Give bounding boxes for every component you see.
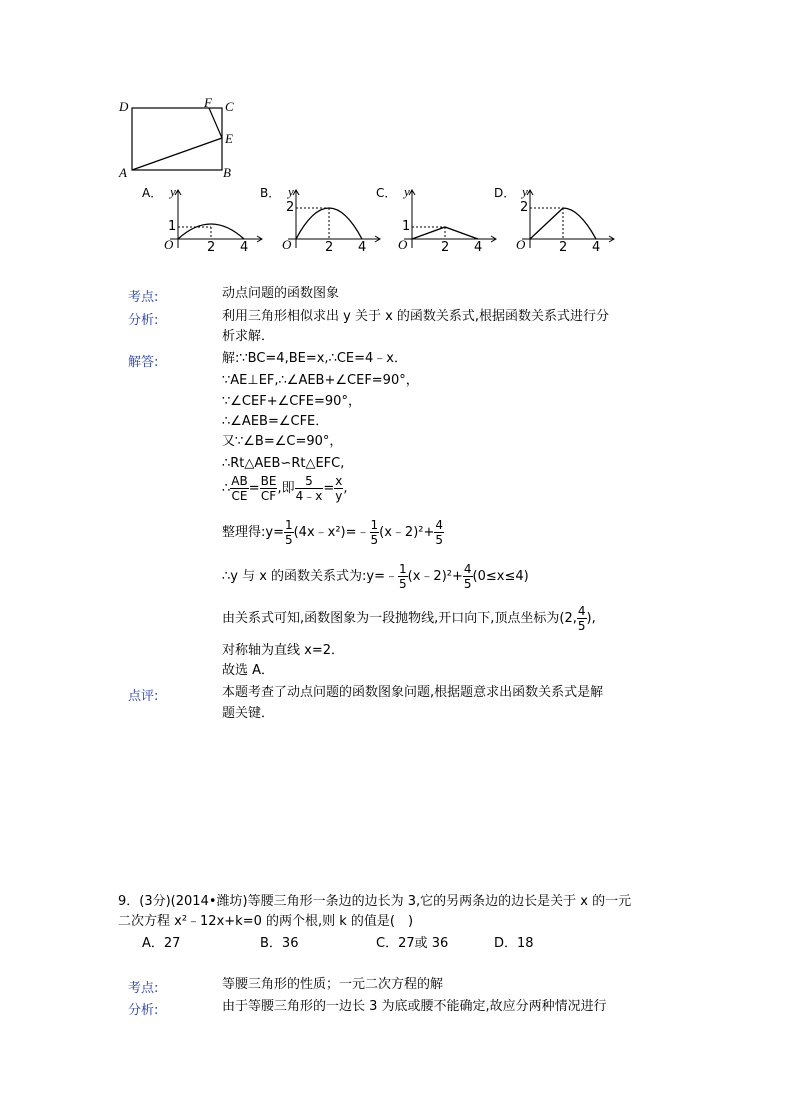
solution-step-2: ∵AE⊥EF,∴∠AEB+∠CEF=90°， [222, 373, 419, 388]
label-a: A [119, 165, 127, 180]
q9-choice-b: B．36 [260, 936, 299, 951]
q9-stem-line-1: 9．(3分)(2014•潍坊)等腰三角形一条边的边长为 3,它的另两条边的边长是关于 x 的一元 [118, 894, 632, 909]
step8-prefix: 整理得:y= [222, 524, 284, 540]
tick-y: 1 [168, 219, 177, 234]
option-letter: C． [376, 186, 397, 200]
step9-prefix: ∴y 与 x 的函数关系式为:y=﹣ [222, 568, 399, 584]
option-letter: B． [260, 186, 281, 200]
axis-y-label: y [170, 184, 176, 199]
fraction-x-over-y: $\frac{x}{y}$ [335, 474, 343, 503]
origin-label: O [282, 237, 292, 252]
fraction-be-cf: $\frac{BE}{CF}$ [260, 474, 277, 503]
step10-end: ), [586, 610, 596, 626]
label-d: D [119, 99, 129, 114]
tick-x-2: 2 [441, 240, 450, 255]
fraction-4-5: $\frac{4}{5}$ [463, 562, 472, 591]
segment-ef [209, 108, 222, 138]
option-d [494, 184, 619, 256]
fraction-ab-ce: $\frac{AB}{CE}$ [231, 474, 248, 503]
q9-kaodian-label: 考点: [128, 981, 159, 996]
tick-x-2: 2 [207, 240, 216, 255]
solution-step-12: 故选 A． [222, 663, 275, 678]
option-a [142, 184, 267, 256]
solution-step-4: ∴∠AEB=∠CFE． [222, 414, 329, 429]
tick-x-2: 2 [325, 240, 334, 255]
axis-y-label: y [404, 184, 410, 199]
q9-stem-line-2: 二次方程 x²﹣12x+k=0 的两个根,则 k 的值是( ) [118, 914, 414, 929]
option-letter: A． [142, 186, 163, 200]
fenxi-label: 分析: [128, 313, 159, 328]
origin-label: O [164, 237, 174, 252]
step7-prefix: ∴ [222, 480, 231, 496]
step9-end: (0≤x≤4) [472, 568, 529, 584]
tick-y: 2 [520, 200, 529, 215]
q9-kaodian-text: 等腰三角形的性质；一元二次方程的解 [222, 977, 444, 992]
label-b: B [223, 165, 231, 180]
solution-step-3: ∵∠CEF+∠CFE=90°， [222, 394, 361, 409]
solution-step-8 [222, 518, 444, 547]
option-b [260, 184, 385, 256]
axis-y-label: y [288, 184, 294, 199]
tick-y: 1 [402, 219, 411, 234]
label-e: E [225, 131, 233, 146]
solution-step-11: 对称轴为直线 x=2． [222, 643, 344, 658]
jieda-label: 解答: [128, 355, 159, 370]
q9-fenxi-text: 由于等腰三角形的一边长 3 为底或腰不能确定,故应分两种情况进行 [222, 999, 607, 1014]
solution-step-6: ∴Rt△AEB∽Rt△EFC, [222, 456, 345, 471]
option-letter: D． [494, 186, 516, 200]
tick-x-2: 2 [559, 240, 568, 255]
dianping-line-2: 题关键． [222, 706, 275, 721]
fraction-1-5: $\frac{1}{5}$ [399, 562, 407, 591]
solution-step-1: 解:∵BC=4,BE=x,∴CE=4﹣x． [222, 351, 407, 366]
step8-mid2: (x﹣2)²+ [379, 524, 435, 540]
fraction-1-5: $\frac{1}{5}$ [284, 518, 293, 547]
tick-y: 2 [286, 200, 295, 215]
solution-step-5: 又∵∠B=∠C=90°， [222, 434, 343, 449]
axis-y-label: y [522, 184, 528, 199]
q9-choice-a: A．27 [142, 936, 181, 951]
q9-fenxi-label: 分析: [128, 1003, 159, 1018]
equals-sign: = [248, 480, 260, 496]
kaodian-text: 动点问题的函数图象 [222, 286, 340, 301]
dianping-line-1: 本题考查了动点问题的函数图象问题,根据题意求出函数关系式是解 [222, 685, 604, 700]
q9-choice-d: D．18 [494, 936, 534, 951]
tick-x-4: 4 [240, 240, 249, 255]
rectangle-abcd [132, 108, 222, 170]
solution-step-7 [222, 474, 348, 503]
fenxi-line-2: 析求解． [222, 329, 275, 344]
step10-prefix: 由关系式可知,函数图象为一段抛物线,开口向下,顶点坐标为(2, [222, 610, 577, 626]
label-c: C [225, 99, 234, 114]
q9-choice-c: C．27或 36 [376, 936, 449, 951]
step7-mid: ,即 [277, 480, 295, 496]
fraction-4-5: $\frac{4}{5}$ [577, 604, 586, 633]
step9-mid: (x﹣2)²+ [407, 568, 463, 584]
tick-x-4: 4 [358, 240, 367, 255]
tick-x-4: 4 [592, 240, 601, 255]
dianping-label: 点评: [128, 689, 159, 704]
tick-x-4: 4 [474, 240, 483, 255]
fraction-4-5: $\frac{4}{5}$ [435, 518, 444, 547]
origin-label: O [516, 237, 526, 252]
equals-sign: = [323, 480, 335, 496]
option-c [376, 184, 501, 256]
fraction-1-5: $\frac{1}{5}$ [370, 518, 379, 547]
step8-mid1: (4x﹣x²)=﹣ [293, 524, 370, 540]
origin-label: O [398, 237, 408, 252]
solution-step-10 [222, 604, 596, 633]
segment-ae [132, 138, 222, 170]
kaodian-label: 考点: [128, 290, 159, 305]
solution-step-9 [222, 562, 529, 591]
step7-end: , [343, 480, 348, 496]
fraction-5-over-4-minus-x: $\frac{5}{4﹣x}$ [295, 474, 323, 503]
label-f: F [204, 95, 212, 110]
fenxi-line-1: 利用三角形相似求出 y 关于 x 的函数关系式,根据函数关系式进行分 [222, 309, 610, 324]
